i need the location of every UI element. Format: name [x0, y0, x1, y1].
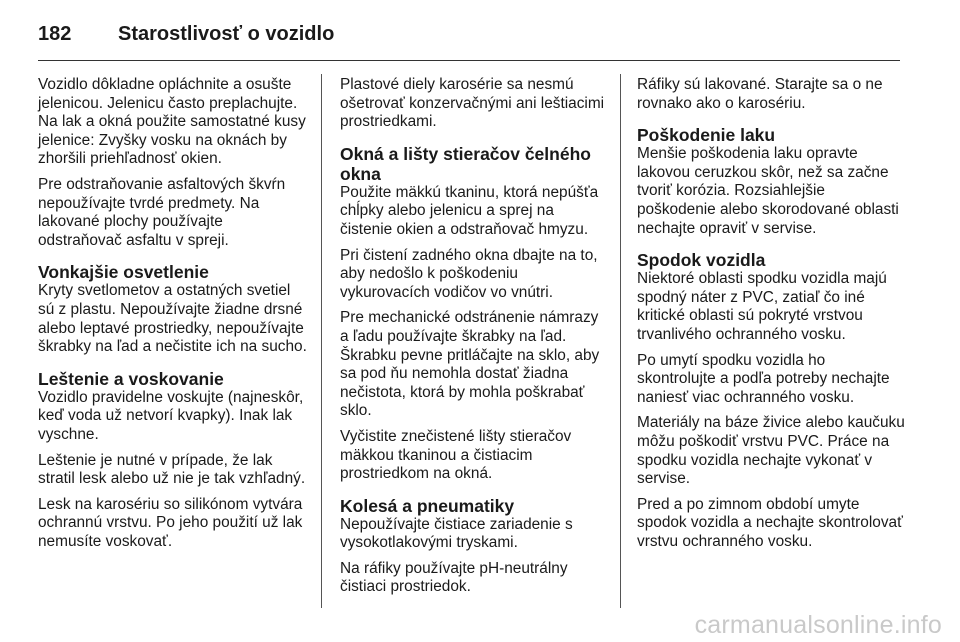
column-divider [620, 74, 621, 608]
paragraph-rinse: Vozidlo dôkladne opláchnite a osušte jelenicou. Jelenicu často preplachujte. Na lak a okná použite samostatné kusy jelenice: Zvyšky vosku na oknách by zhoršili priehľadnosť okien. [38, 76, 306, 168]
paragraph-ice-scraper: Pre mechanické odstránenie námrazy a ľadu používajte škrabky na ľad. Škrabku pevne pritláčajte na sklo, aby sa pod ňu nemohla dostať žiadna nečistota, ktorá by mohla poškrabať sklo. [340, 309, 600, 420]
header-rule [38, 60, 900, 61]
paragraph-polishing: Leštenie je nutné v prípade, že lak stratil lesk alebo už nie je tak vzhľadný. [38, 451, 306, 488]
paragraph-rear-window: Pri čistení zadného okna dbajte na to, aby nedošlo k poškodeniu vykurovacích vodičov vo vnútri. [340, 246, 598, 301]
heading-wheels-tyres: Kolesá a pneumatiky [340, 495, 515, 516]
paragraph-ph-neutral: Na ráfiky používajte pH-neutrálny čistiaci prostriedok. [340, 559, 568, 596]
paragraph-rims: Ráfiky sú lakované. Starajte sa o ne rovnako ako o karosériu. [637, 76, 883, 112]
page-header [38, 14, 334, 54]
paragraph-high-pressure: Nepoužívajte čistiace zariadenie s vysokotlakovými tryskami. [340, 515, 573, 552]
heading-windows-wipers: Okná a lišty stieračov čelného okna [340, 143, 591, 184]
paragraph-silicone: Lesk na karosériu so silikónom vytvára ochrannú vrstvu. Po jeho použití už lak nemusíte voskovať. [38, 495, 303, 550]
paragraph-resin: Materiály na báze živice alebo kaučuku môžu poškodiť vrstvu PVC. Práce na spodku vozidla nechajte vykonať v servise. [637, 414, 905, 488]
column-divider [321, 74, 322, 608]
paragraph-paint-damage: Menšie poškodenia laku opravte lakovou ceruzkou skôr, než sa začne tvoriť korózia. Rozsiahlejšie poškodenie alebo skorodované oblasti nechajte opraviť v servise. [637, 145, 899, 237]
paragraph-wiper-blades: Vyčistite znečistené lišty stieračov mäkkou tkaninou a čistiacim prostriedkom na okná. [340, 427, 572, 483]
paragraph-asphalt: Pre odstraňovanie asfaltových škvŕn nepoužívajte tvrdé predmety. Na lakované plochy používajte odstraňovač asfaltu v spreji. [38, 175, 286, 249]
column-1 [38, 76, 310, 558]
page-title: Starostlivosť o vozidlo [118, 22, 335, 45]
paragraph-lights: Kryty svetlometov a ostatných svetiel sú z plastu. Nepoužívajte žiadne drsné alebo leptavé prostriedky, nepoužívajte škrabky na ľad a nečistite ich na sucho. [38, 282, 307, 356]
paragraph-underbody-wash: Po umytí spodku vozidla ho skontrolujte a podľa potreby nechajte naniesť viac ochranného vosku. [637, 351, 890, 406]
heading-exterior-lights: Vonkajšie osvetlenie [38, 262, 209, 283]
paragraph-underbody-pvc: Niektoré oblasti spodku vozidla majú spodný náter z PVC, zatiaľ čo iné kritické oblasti sú pokryté vrstvou trvanlivého ochranného vosku. [637, 270, 887, 343]
paragraph-waxing: Vozidlo pravidelne voskujte (najneskôr, keď voda už netvorí kvapky). Inak lak vyschne. [38, 388, 304, 443]
paragraph-plastic-parts: Plastové diely karosérie sa nesmú ošetrovať konzervačnými ani leštiacimi prostriedkami. [340, 76, 605, 131]
watermark: carmanualsonline.info [694, 611, 942, 639]
column-2 [340, 76, 606, 604]
paragraph-winter: Pred a po zimnom období umyte spodok vozidla a nechajte skontrolovať vrstvu ochranného vosku. [637, 495, 903, 550]
heading-paint-damage: Poškodenie laku [637, 125, 776, 146]
heading-polishing: Leštenie a voskovanie [38, 368, 224, 389]
page-number: 182 [38, 22, 72, 45]
paragraph-cloth: Použite mäkkú tkaninu, ktorá nepúšťa chĺpky alebo jelenicu a sprej na čistenie okien a odstraňovač hmyzu. [340, 183, 599, 238]
column-3 [637, 76, 905, 558]
heading-underbody: Spodok vozidla [637, 250, 766, 271]
